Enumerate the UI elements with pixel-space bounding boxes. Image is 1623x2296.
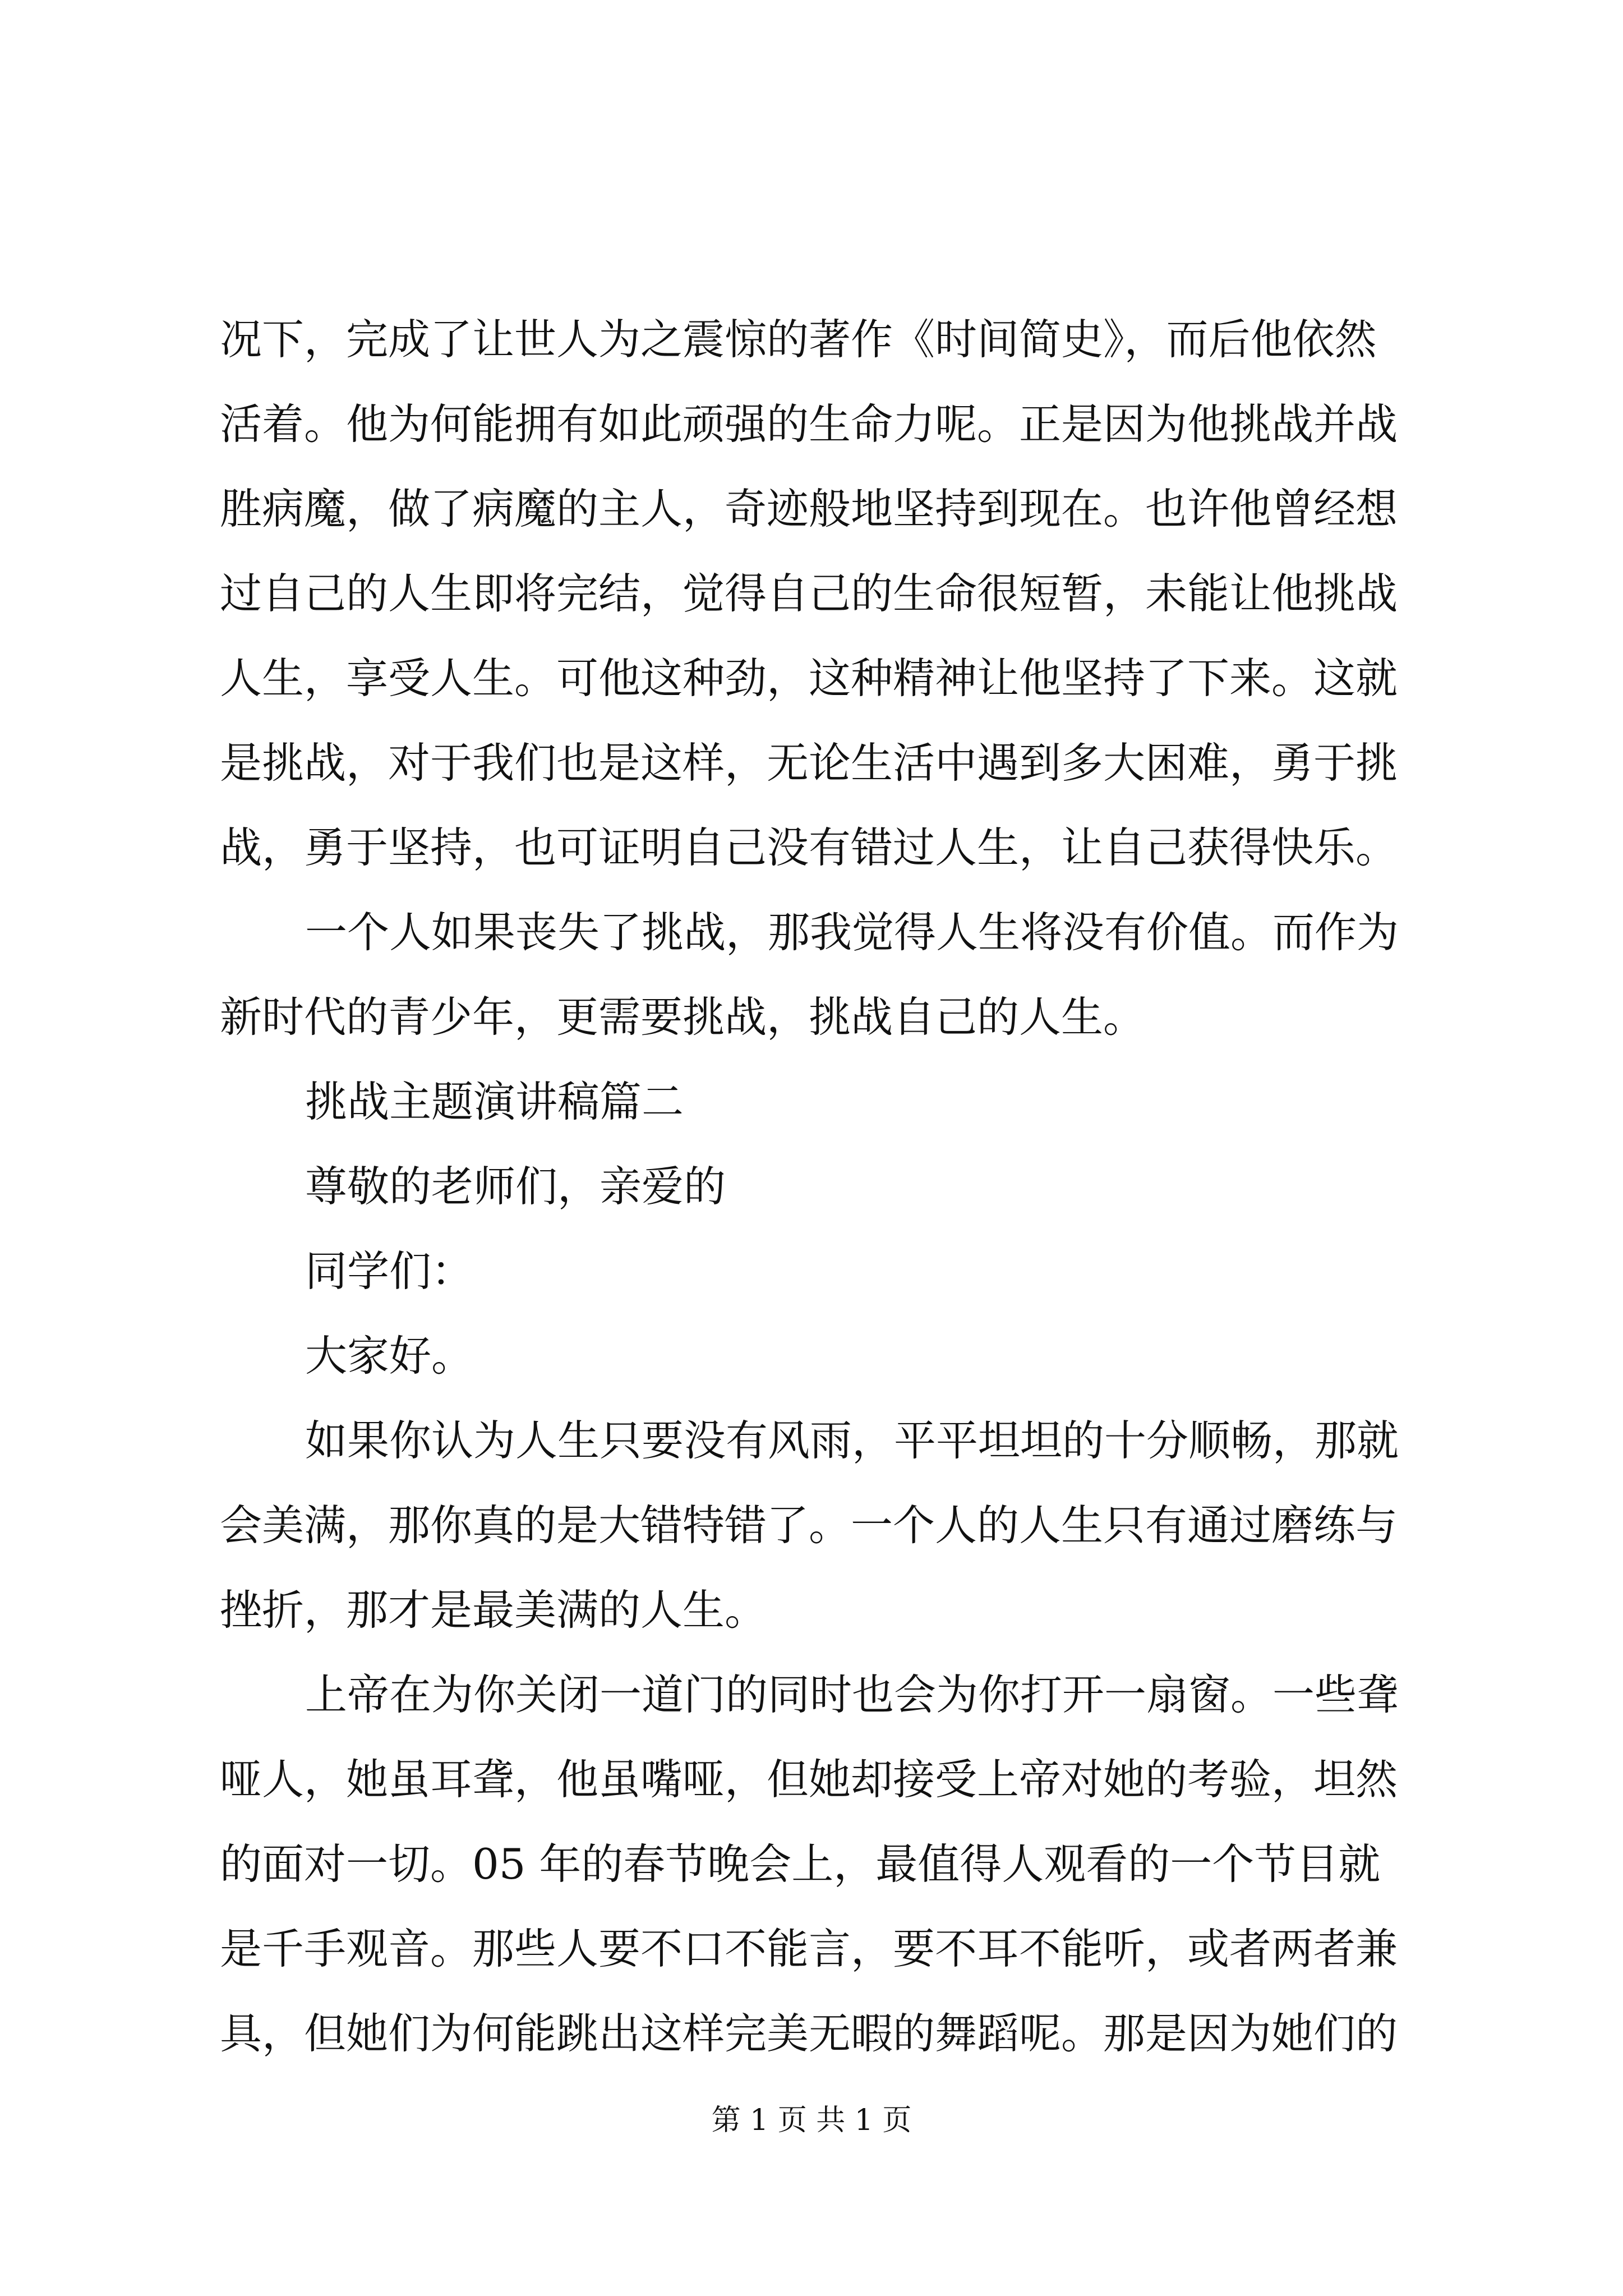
greeting-line: 大家好。 [305,1331,474,1381]
text-line: 会美满，那你真的是大错特错了。一个人的人生只有通过磨练与 [220,1501,1398,1550]
text-line: 哑人，她虽耳聋，他虽嘴哑，但她却接受上帝对她的考验，坦然 [220,1755,1398,1804]
text-line: 是千手观音。那些人要不口不能言，要不耳不能听，或者两者兼 [220,1924,1398,1973]
paragraph-start-line: 上帝在为你关闭一道门的同时也会为你打开一扇窗。一些聋 [305,1670,1399,1719]
text-line: 新时代的青少年，更需要挑战，挑战自己的人生。 [220,992,1146,1042]
text-line: 战，勇于坚持，也可证明自己没有错过人生，让自己获得快乐。 [220,823,1398,872]
salutation-line: 同学们： [305,1246,474,1296]
paragraph-start-line: 一个人如果丧失了挑战，那我觉得人生将没有价值。而作为 [305,908,1399,957]
page-number-footer: 第 1 页 共 1 页 [711,2104,912,2137]
text-line: 的面对一切。05 年的春节晚会上，最值得人观看的一个节目就 [220,1839,1381,1889]
text-line: 是挑战，对于我们也是这样，无论生活中遇到多大困难，勇于挑 [220,738,1398,788]
text-line: 人生，享受人生。可他这种劲，这种精神让他坚持了下来。这就 [220,654,1398,703]
text-line: 况下，完成了让世人为之震惊的著作《时间简史》，而后他依然 [220,315,1377,364]
text-line: 具，但她们为何能跳出这样完美无暇的舞蹈呢。那是因为她们的 [220,2009,1398,2058]
section-title: 挑战主题演讲稿篇二 [305,1077,684,1126]
text-line: 活着。他为何能拥有如此顽强的生命力呢。正是因为他挑战并战 [220,399,1398,449]
text-line: 过自己的人生即将完结，觉得自己的生命很短暂，未能让他挑战 [220,569,1398,618]
paragraph-start-line: 如果你认为人生只要没有风雨，平平坦坦的十分顺畅，那就 [305,1416,1399,1465]
text-line: 胜病魔，做了病魔的主人，奇迹般地坚持到现在。也许他曾经想 [220,484,1398,533]
text-line: 挫折，那才是最美满的人生。 [220,1585,767,1635]
document-body [220,297,1426,2076]
salutation-line: 尊敬的老师们，亲爱的 [305,1162,726,1211]
